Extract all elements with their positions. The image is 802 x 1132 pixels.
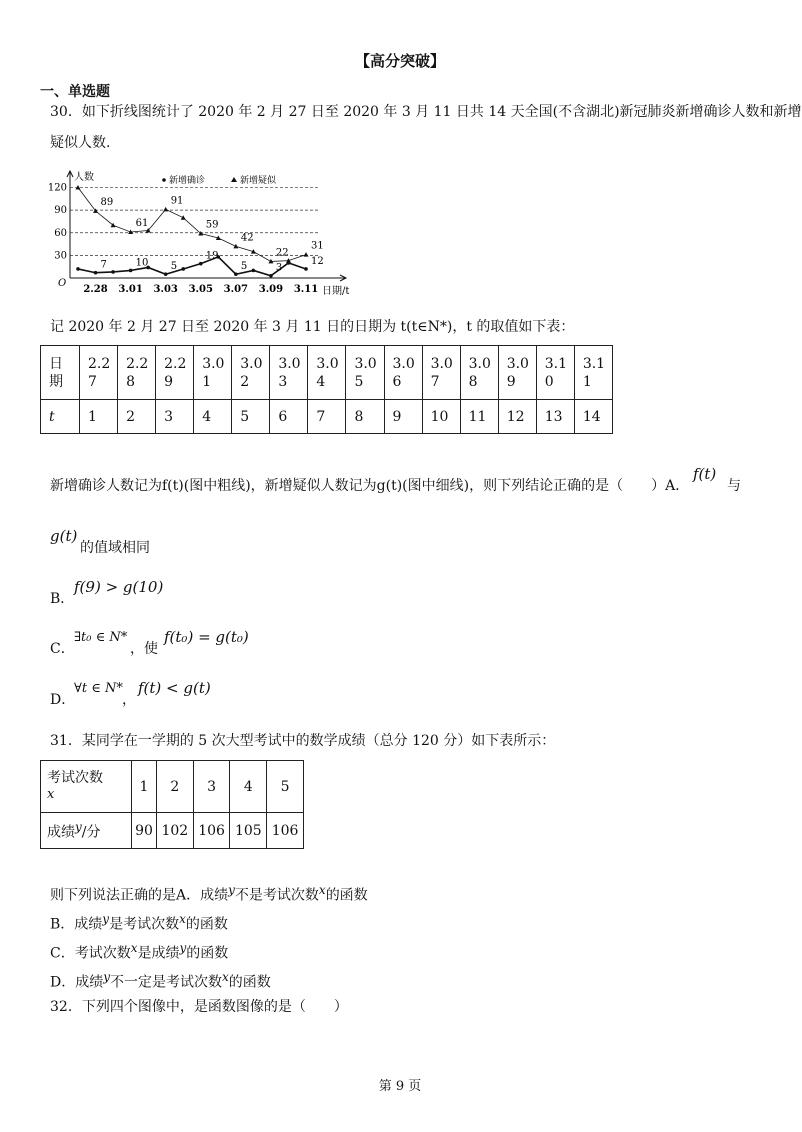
q31-optD-pre: D．成绩 [50, 974, 104, 991]
data-label: 19 [205, 250, 219, 262]
origin-label: O [58, 278, 67, 289]
x-tick-label: 3.03 [153, 284, 178, 295]
q32-stem: 32．下列四个图像中，是函数图像的是（ ） [50, 999, 348, 1015]
x-tick-label: 2.28 [83, 284, 108, 295]
legend-triangle-marker [231, 177, 237, 182]
q31-optB-end: 的函数 [185, 916, 228, 933]
date-cell: 3.0 3 [270, 346, 308, 400]
q30-optB-math: f(9) > g(10) [74, 578, 164, 596]
data-label: 42 [240, 232, 254, 244]
t-header-cell: t [41, 400, 80, 434]
q31-optD-var-x: x [222, 970, 229, 984]
date-cell: 3.0 6 [384, 346, 422, 400]
q31-optB-var-y: y [102, 912, 110, 926]
confirmed-point [129, 269, 133, 273]
y-tick-label: 60 [54, 227, 67, 239]
t-cell: 1 [80, 400, 118, 434]
q30-optC-mid: ，使 [130, 641, 158, 657]
x-tick-label: 3.01 [118, 284, 143, 295]
confirmed-point [111, 270, 115, 274]
y-tick-label: 30 [54, 250, 67, 262]
suspected-point [233, 244, 238, 249]
suspected-point [304, 252, 309, 257]
q31-optD [50, 968, 271, 992]
y-tick-label: 90 [54, 205, 67, 217]
score-header-post: /分 [81, 824, 101, 841]
legend-entry-confirmed: 新增确诊 [169, 176, 206, 186]
date-cell: 3.1 1 [574, 346, 612, 400]
t-cell: 14 [574, 400, 612, 434]
q30-optC-label: C． [50, 641, 75, 657]
q31-optB-pre: B．成绩 [50, 916, 103, 933]
confirmed-point [234, 272, 238, 276]
score-cell: 90 [132, 813, 157, 849]
y-axis-label: 人数 [74, 172, 94, 183]
data-label: 22 [275, 247, 289, 259]
data-label: 5 [240, 261, 248, 273]
q31-lead-text: 则下列说法正确的是A．成绩 [50, 887, 229, 904]
confirmed-point [76, 267, 80, 271]
t-cell: 12 [498, 400, 536, 434]
q30-optB-label: B． [50, 591, 75, 607]
t-cell: 7 [308, 400, 346, 434]
exam-header-var: x [47, 787, 55, 802]
confirmed-point [94, 271, 98, 275]
data-label: 5 [170, 261, 178, 273]
q30-optC-pre: ∃t₀ ∈ N* [74, 630, 128, 645]
score-cell: 102 [156, 813, 193, 849]
data-label: 7 [100, 259, 107, 271]
t-cell: 11 [460, 400, 498, 434]
score-header-var: y [75, 819, 82, 834]
line-chart [47, 170, 360, 300]
date-t-table [40, 345, 613, 434]
exam-number-cell: 4 [230, 761, 267, 813]
x-tick-label: 3.11 [293, 284, 319, 295]
data-label: 12 [311, 255, 324, 267]
section-heading: 一、单选题 [40, 84, 110, 100]
x-tick-label: 3.07 [223, 284, 249, 295]
score-table [40, 760, 304, 849]
q30-intro: 记 2020 年 2 月 27 日至 2020 年 3 月 11 日的日期为 t(t∈N*)，t 的取值如下表： [50, 319, 575, 335]
confirmed-point [199, 262, 203, 266]
data-label: 91 [170, 195, 184, 207]
date-header-cell: 日 期 [41, 346, 80, 400]
confirmed-point [269, 274, 273, 278]
t-cell: 6 [270, 400, 308, 434]
t-cell: 3 [156, 400, 194, 434]
score-header-pre: 成绩 [47, 824, 75, 841]
exam-number-cell: 5 [267, 761, 304, 813]
exam-header-text: 考试次数 [47, 770, 103, 786]
t-cell: 2 [118, 400, 156, 434]
q31-optB-mid: 是考试次数 [109, 916, 180, 933]
q31-optD-mid: 不一定是考试次数 [110, 974, 223, 991]
t-cell: 8 [346, 400, 384, 434]
confirmed-point [181, 267, 185, 271]
q31-optC-var-y: y [179, 941, 187, 955]
x-tick-label: 3.09 [258, 284, 284, 295]
q31-optD-end: 的函数 [228, 974, 271, 991]
q30-optD-comma: ， [122, 692, 136, 708]
q31-optC-var-x: x [130, 941, 138, 955]
q31-var-x: x [318, 883, 326, 897]
legend-entry-suspected: 新增疑似 [240, 176, 277, 186]
section-title: 【高分突破】 [354, 52, 445, 70]
date-cell: 3.0 8 [460, 346, 498, 400]
data-label: 61 [135, 218, 149, 230]
suspected-point [163, 207, 168, 212]
page-number: 第 9 页 [378, 1079, 422, 1094]
q31-optD-var-y: y [103, 970, 111, 984]
date-cell: 3.0 9 [498, 346, 536, 400]
data-label: 31 [311, 240, 324, 252]
q30-stem-line1: 30．如下折线图统计了 2020 年 2 月 27 日至 2020 年 3 月 11 日共 14 天全国(不含湖北)新冠肺炎新增确诊人数和新增 [50, 104, 802, 120]
q30-stem-line2: 疑似人数. [50, 135, 111, 151]
score-cell: 106 [193, 813, 230, 849]
confirmed-point [164, 272, 168, 276]
t-cell: 4 [194, 400, 232, 434]
legend-dot-marker [162, 178, 166, 182]
exam-header-cell [41, 761, 132, 813]
q31-lead [50, 881, 368, 905]
date-cell: 3.0 4 [308, 346, 346, 400]
q30-question: 新增确诊人数记为f(t)(图中粗线)，新增疑似人数记为g(t)(图中细线)，则下列结论正确的是（ ）A． [50, 478, 690, 494]
score-cell: 106 [267, 813, 304, 849]
t-cell: 9 [384, 400, 422, 434]
q31-optB [50, 910, 228, 934]
q30-optC-math: f(t₀) = g(t₀) [164, 628, 249, 646]
y-tick-label: 120 [47, 182, 67, 194]
date-cell: 3.0 2 [232, 346, 270, 400]
date-cell: 3.1 0 [536, 346, 574, 400]
exam-number-cell: 3 [193, 761, 230, 813]
q31-optC [50, 939, 228, 963]
q30-optA-tail: 的值域相同 [80, 540, 150, 556]
t-cell: 5 [232, 400, 270, 434]
x-axis-label: 日期/t [322, 286, 350, 297]
score-header-cell [41, 813, 132, 849]
q30-optD-math: f(t) < g(t) [138, 679, 211, 697]
q30-optD-label: D． [50, 692, 76, 708]
q31-var-y: y [228, 883, 235, 897]
data-label: 89 [100, 196, 114, 208]
confirmed-point [252, 269, 256, 273]
confirmed-point [304, 267, 308, 271]
date-cell: 3.0 1 [194, 346, 232, 400]
q31-optC-mid: 是成绩 [137, 945, 180, 962]
q30-optA-g: g(t) [50, 527, 78, 545]
q31-optA-mid: 不是考试次数 [234, 887, 319, 904]
exam-number-cell: 1 [132, 761, 157, 813]
data-label: 59 [205, 219, 219, 231]
data-label: 3 [275, 262, 283, 274]
q31-optC-end: 的函数 [186, 945, 229, 962]
t-cell: 10 [422, 400, 460, 434]
date-cell: 2.2 9 [156, 346, 194, 400]
exam-number-cell: 2 [156, 761, 193, 813]
q31-optB-var-x: x [179, 912, 186, 926]
data-label: 10 [135, 257, 149, 269]
date-cell: 2.2 8 [118, 346, 156, 400]
t-cell: 13 [536, 400, 574, 434]
score-cell: 105 [230, 813, 267, 849]
date-cell: 3.0 7 [422, 346, 460, 400]
date-cell: 3.0 5 [346, 346, 384, 400]
q31-optA-end: 的函数 [325, 887, 368, 904]
suspected-point [181, 215, 186, 220]
x-tick-label: 3.05 [188, 284, 213, 295]
q31-optC-pre: C．考试次数 [50, 945, 131, 962]
q30-optA-f: f(t) [693, 465, 717, 483]
q30-optD-pre: ∀t ∈ N* [74, 681, 123, 696]
q31-stem: 31．某同学在一学期的 5 次大型考试中的数学成绩（总分 120 分）如下表所示： [50, 733, 556, 749]
date-cell: 2.2 7 [80, 346, 118, 400]
q30-optA-with: 与 [727, 478, 741, 494]
